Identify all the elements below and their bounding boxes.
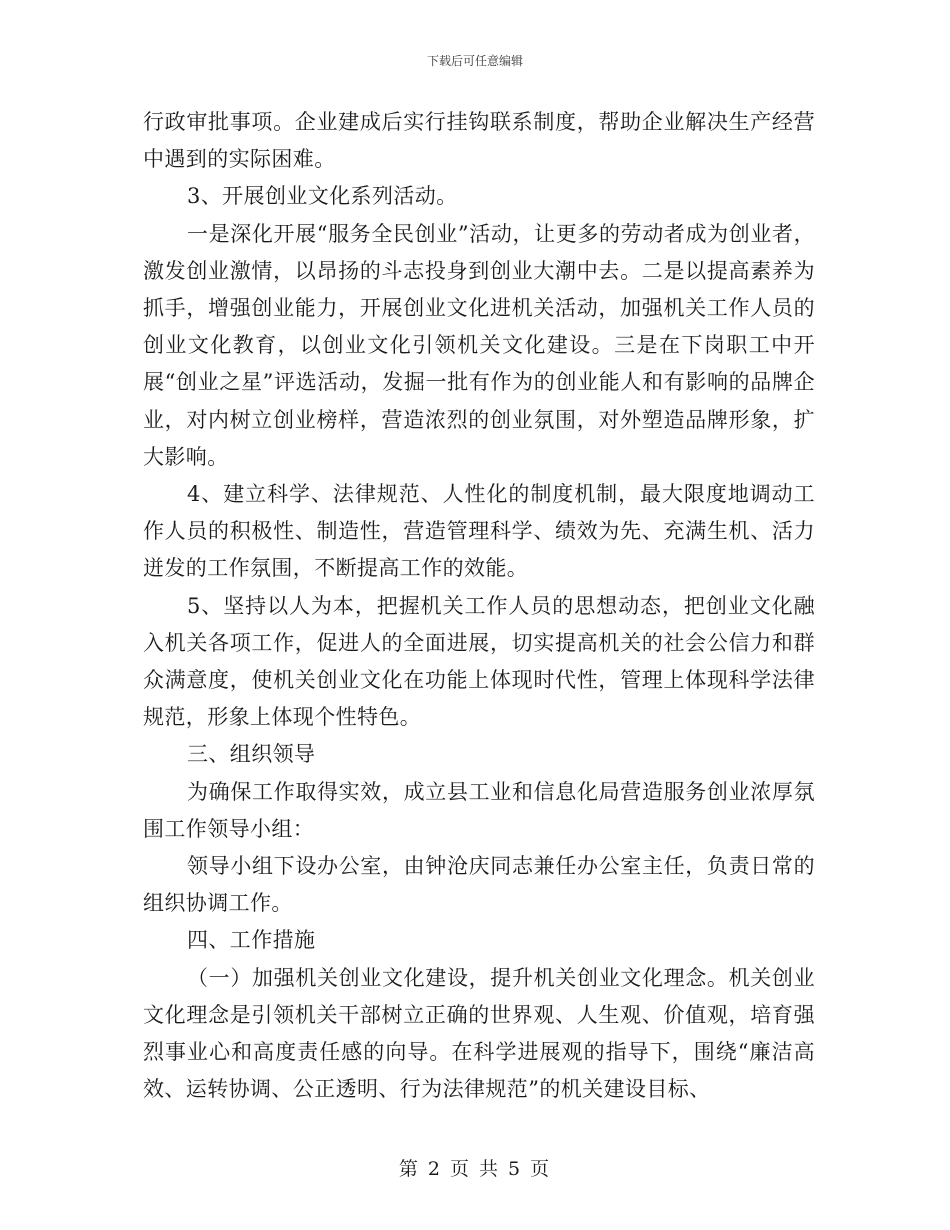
document-body <box>143 104 815 1108</box>
paragraph-2: 3、开展创业文化系列活动。 <box>187 184 458 209</box>
page-number: 第 2 页 共 5 页 <box>398 1158 552 1180</box>
section-heading-measures: 四、工作措施 <box>187 928 316 953</box>
paragraph-5: 5、坚持以人为本，把握机关工作人员的思想动态，把创业文化融入机关各项工作，促进人的全面进展，切实提高机关的社会公信力和群众满意度，使机关创业文化在功能上体现时代性，管理上体现科学法律规范，形象上体现个性特色。 <box>143 593 815 730</box>
paragraph-6: 为确保工作取得实效，成立县工业和信息化局营造服务创业浓厚氛围工作领导小组： <box>143 779 815 841</box>
paragraph-8: （一）加强机关创业文化建设，提升机关创业文化理念。机关创业文化理念是引领机关干部树立正确的世界观、人生观、价值观，培育强烈事业心和高度责任感的向导。在科学进展观的指导下，围绕“廉洁高效、运转协调、公正透明、行为法律规范”的机关建设目标、 <box>143 965 815 1102</box>
section-heading-organization: 三、组织领导 <box>187 742 316 767</box>
paragraph-4: 4、建立科学、法律规范、人性化的制度机制，最大限度地调动工作人员的积极性、制造性，营造管理科学、绩效为先、充满生机、活力迸发的工作氛围，不断提高工作的效能。 <box>143 482 815 581</box>
page-header: 下载后可任意编辑 <box>426 54 523 68</box>
paragraph-3: 一是深化开展“服务全民创业”活动，让更多的劳动者成为创业者，激发创业激情，以昂扬的斗志投身到创业大潮中去。二是以提高素养为抓手，增强创业能力，开展创业文化进机关活动，加强机关工作人员的创业文化教育，以创业文化引领机关文化建设。三是在下岗职工中开展“创业之星”评选活动，发掘一批有作为的创业能人和有影响的品牌企业，对内树立创业榜样，营造浓烈的创业氛围，对外塑造品牌形象，扩大影响。 <box>143 221 815 469</box>
paragraph-7: 领导小组下设办公室，由钟沧庆同志兼任办公室主任，负责日常的组织协调工作。 <box>143 854 815 916</box>
paragraph-1: 行政审批事项。企业建成后实行挂钩联系制度，帮助企业解决生产经营中遇到的实际困难。 <box>143 110 815 172</box>
